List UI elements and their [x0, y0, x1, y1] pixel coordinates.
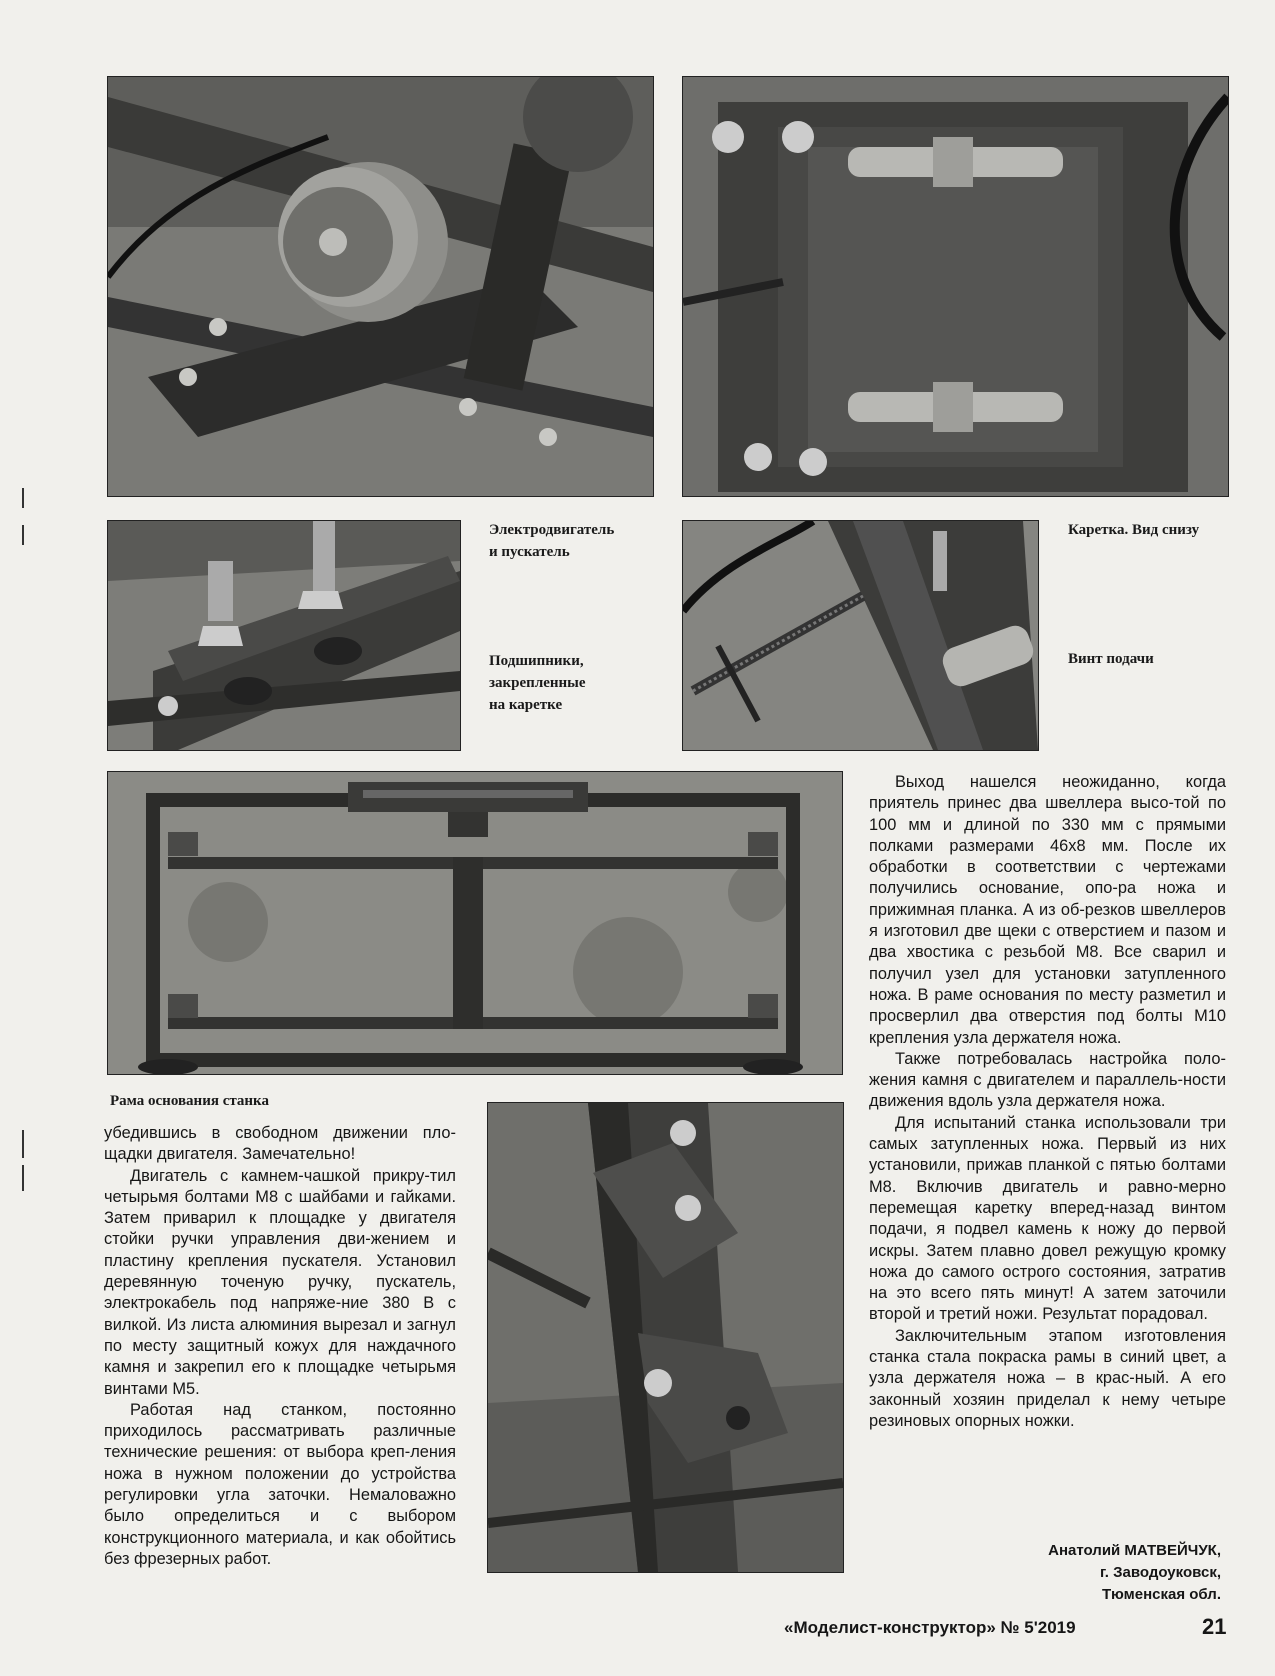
- caption-carriage-bottom: Каретка. Вид снизу: [1068, 522, 1200, 538]
- photo-knife-holder: [487, 1102, 844, 1573]
- binding-mark: [22, 488, 24, 508]
- author-region: Тюменская обл.: [1102, 1586, 1221, 1603]
- article-right-column: [869, 772, 1226, 1432]
- author-town: г. Заводоуковск,: [1100, 1564, 1221, 1581]
- photo-bearings: [107, 520, 461, 751]
- photo-feed-screw: [682, 520, 1039, 751]
- caption-motor-starter: Электродвигатель и пускатель: [489, 522, 615, 560]
- binding-mark: [22, 1130, 24, 1158]
- binding-mark: [22, 525, 24, 545]
- paragraph: Для испытаний станка использовали три самых затупленных ножа. Первый из них установили, прижав планкой с пятью болтами М8. Включив двигатель и равно-мерно перемещая каретку вперед-назад винтом подачи, я подвел камень к ножу до первой искры. Затем плавно довел режущую кромку ножа до самого острого состояния, затратив на это всего пять минут! А затем заточили второй и третий ножи. Результат порадовал.: [869, 1113, 1226, 1324]
- paragraph: Двигатель с камнем-чашкой прикру-тил четырьмя болтами М8 с шайбами и гайками. Затем приварил к площадке у двигателя стойки ручки управления дви-жением и пластину крепления пускателя. Установил деревянную точеную ручку, пускатель, электрокабель под напряже-ние 380 В с вилкой. Из листа алюминия вырезал и загнул по месту защитный кожух для наждачного камня и закрепил его к площадке четырьмя винтами М5.: [104, 1166, 456, 1398]
- caption-bearings: Подшипники, закрепленные на каретке: [489, 653, 586, 713]
- magazine-footer: «Моделист-конструктор» № 5'2019: [784, 1618, 1076, 1637]
- paragraph: Выход нашелся неожиданно, когда приятель принес два швеллера высо-той по 100 мм и длиной по 330 мм с прямыми полками размерами 46х8 мм. После их обработки в соответствии с чертежами получились основание, опо-ра ножа и прижимная планка. А из об-резков швеллеров я изготовил две щеки с отверстием и пазом и два хвостика с резьбой М8. Все сварил и получил узел для установки затупленного ножа. В раме основания по месту разметил и просверлил два отверстия под болты М10 крепления узла держателя ножа.: [869, 773, 1226, 1047]
- paragraph: убедившись в свободном движении пло-щадки двигателя. Замечательно!: [104, 1124, 456, 1164]
- page-number: 21: [1202, 1614, 1227, 1639]
- caption-frame: Рама основания станка: [110, 1093, 269, 1109]
- caption-feed-screw: Винт подачи: [1068, 651, 1154, 667]
- paragraph: Работая над станком, постоянно приходилось рассматривать различные технические решения: от выбора креп-ления ножа в нужном положении до устройства регулировки угла заточки. Немаловажно было определиться и с выбором конструкционного материала, и как обойтись без фрезерных работ.: [104, 1400, 456, 1568]
- author-signature: [1048, 1540, 1221, 1606]
- photo-carriage-bottom: [682, 76, 1229, 497]
- paragraph: Заключительным этапом изготовления станка стала покраска рамы в синий цвет, а узла держателя ножа – в крас-ный. А его законный хозяин приделал к нему четыре резиновых опорных ножки.: [869, 1326, 1226, 1430]
- article-left-column: [104, 1123, 456, 1570]
- photo-motor-starter: [107, 76, 654, 497]
- binding-mark: [22, 1165, 24, 1191]
- paragraph: Также потребовалась настройка поло-жения камня с двигателем и параллель-ности движения вдоль узла держателя ножа.: [869, 1049, 1226, 1111]
- author-name: Анатолий МАТВЕЙЧУК,: [1048, 1542, 1221, 1559]
- photo-frame: [107, 771, 843, 1075]
